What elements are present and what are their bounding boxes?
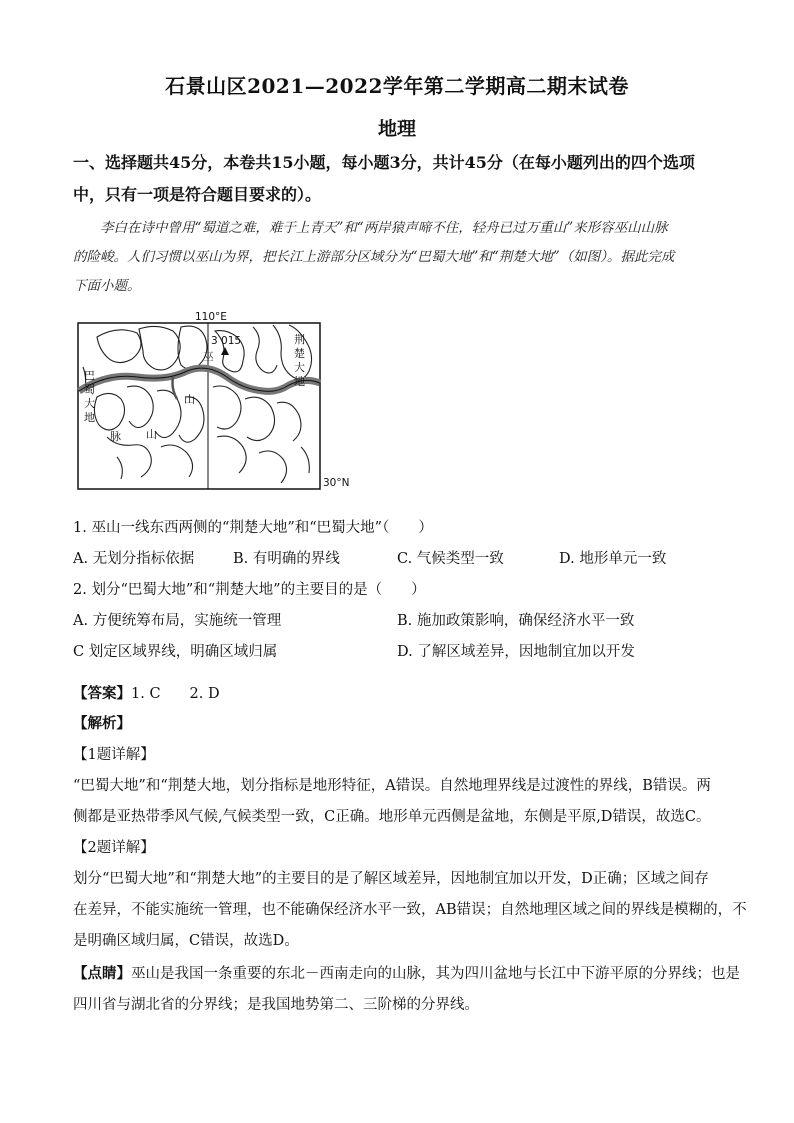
map-frame xyxy=(78,323,320,489)
analysis-label: 【解析】 xyxy=(73,715,131,732)
exam-title: 石景山区2021—2022学年第二学期高二期末试卷 xyxy=(165,74,629,98)
note-label: 【点睛】 xyxy=(73,965,131,982)
left-region-label xyxy=(84,369,95,424)
question-2-stem: 2. 划分“巴蜀大地”和“荆楚大地”的主要目的是（ ） xyxy=(73,582,426,598)
detail-2-line1: 划分“巴蜀大地”和“荆楚大地”的主要目的是了解区域差异，因地制宜加以开发，D正确；区域之间存 xyxy=(73,871,709,887)
detail-1-label: 【1题详解】 xyxy=(73,747,155,763)
svg-text:大: 大 xyxy=(294,361,305,374)
note-line2: 四川省与湖北省的分界线；是我国地势第二、三阶梯的分界线。 xyxy=(73,997,479,1013)
q1-option-d: D. 地形单元一致 xyxy=(559,551,667,567)
passage-line3: 下面小题。 xyxy=(73,278,141,294)
svg-text:地: 地 xyxy=(84,411,95,424)
q2-option-d: D. 了解区域差异，因地制宜加以开发 xyxy=(397,644,635,660)
q1-option-a: A. 无划分指标依据 xyxy=(73,551,195,567)
answer-line xyxy=(73,682,220,703)
region-map xyxy=(77,307,352,495)
q1-option-b: B. 有明确的界线 xyxy=(233,551,340,567)
peak-elevation: 3 015 xyxy=(211,335,242,347)
q2-option-c: C 划定区域界线，明确区域归属 xyxy=(73,644,278,660)
q2-option-b: B. 施加政策影响，确保经济水平一致 xyxy=(397,613,635,629)
mountain-char-1: 山 xyxy=(184,393,195,406)
mountain-char-3: 脉 xyxy=(110,430,121,443)
detail-2-label: 【2题详解】 xyxy=(73,840,155,856)
section-heading-line2: 中，只有一项是符合题目要求的）。 xyxy=(73,185,322,204)
answer-text: 1. C 2. D xyxy=(131,686,220,702)
q1-option-c: C. 气候类型一致 xyxy=(397,551,504,567)
passage-line1: 李白在诗中曾用“蜀道之难，难于上青天”和“两岸猿声啼不住，轻舟已过万重山”来形容巫山山脉 xyxy=(100,220,668,236)
svg-text:荆: 荆 xyxy=(294,333,305,346)
answer-label: 【答案】 xyxy=(73,685,131,702)
question-1-stem: 1. 巫山一线东西两侧的“荆楚大地”和“巴蜀大地”（ ） xyxy=(73,520,433,536)
mountain-char-2: 山 xyxy=(146,428,157,441)
q2-option-a: A. 方便统筹布局，实施统一管理 xyxy=(73,613,282,629)
section-heading-line1: 一、选择题共45分，本卷共15小题，每小题3分，共计45分（在每小题列出的四个选项 xyxy=(73,153,695,172)
peak-name: 巫 xyxy=(203,351,214,363)
passage-line2: 的险峻。人们习惯以巫山为界，把长江上游部分区域分为“巴蜀大地”和“荆楚大地”（如图）。据此完成 xyxy=(73,249,675,265)
latitude-label: 30°N xyxy=(323,477,350,489)
detail-2-line3: 是明确区域归属，C错误，故选D。 xyxy=(73,933,299,949)
svg-text:大: 大 xyxy=(84,397,95,410)
detail-1-line1: “巴蜀大地”和“荆楚大地，划分指标是地形特征，A错误。自然地理界线是过渡性的界线，B错误。两 xyxy=(73,778,711,794)
svg-text:巴: 巴 xyxy=(84,369,95,382)
longitude-label: 110°E xyxy=(195,311,227,323)
svg-text:楚: 楚 xyxy=(294,347,305,360)
detail-1-line2: 侧都是亚热带季风气候,气候类型一致，C正确。地形单元西侧是盆地，东侧是平原,D错误，故选C。 xyxy=(73,809,711,825)
subject-title: 地理 xyxy=(377,118,416,140)
svg-text:地: 地 xyxy=(294,375,305,388)
detail-2-line2: 在差异，不能实施统一管理，也不能确保经济水平一致，AB错误；自然地理区域之间的界线是模糊的，不 xyxy=(73,902,747,918)
note-line1: 【点睛】巫山是我国一条重要的东北－西南走向的山脉，其为四川盆地与长江中下游平原的分界线；也是 xyxy=(73,965,740,982)
svg-text:蜀: 蜀 xyxy=(84,383,95,396)
